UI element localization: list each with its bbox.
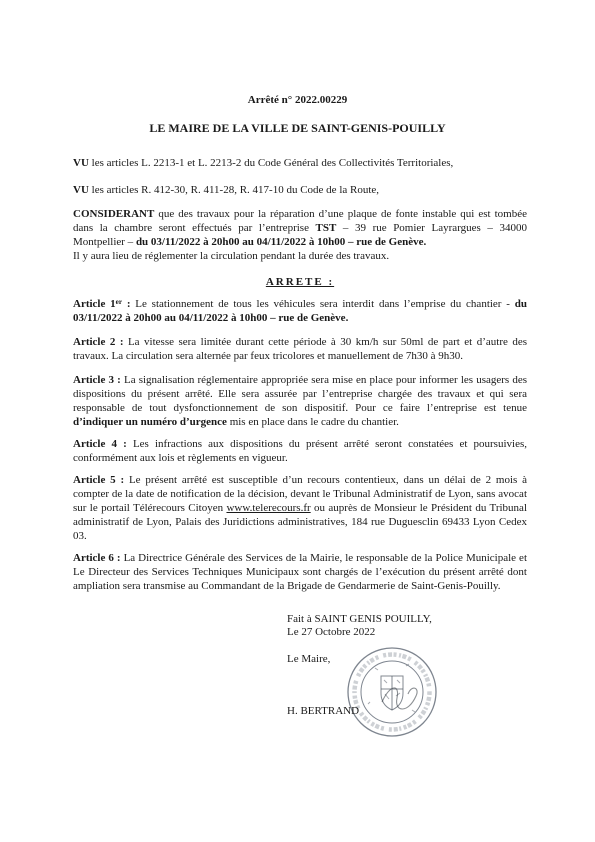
article-text-end: ou auprès de Monsieur le Président du Tribunal administratif de Lyon, Palais des Juridictions administratives, 184 rue Duguesclin 69433 Lyon Cedex 03. <box>73 502 527 542</box>
article-text: Les infractions aux dispositions du présent arrêté seront constatées et poursuivies, conformément aux lois et règlements en vigueur. <box>73 438 527 464</box>
decree-body <box>73 156 527 593</box>
visa-paragraph <box>73 183 527 197</box>
signatory-role: Le Maire, <box>287 653 331 665</box>
article-label: Article 6 : <box>73 552 121 564</box>
signatory-name: H. BERTRAND <box>287 705 360 717</box>
article-text-end: mis en place dans le cadre du chantier. <box>226 416 399 428</box>
article-emphasis: du 03/11/2022 à 20h00 au 04/11/2022 à 10h00 – rue de Genève. <box>73 298 527 324</box>
decision-heading: ARRETE : <box>265 276 335 288</box>
company-name: TST <box>315 222 337 234</box>
article-label <box>73 298 130 310</box>
visa-label: VU <box>73 184 89 196</box>
article-text: La Directrice Générale des Services de la Mairie, le responsable de la Police Municipale et Le Directeur des Services Techniques Municipaux sont chargés de l’exécution du présent arrêté dont ampliation sera transmise au Commandant de la Brigade de Gendarmerie de Saint-Genis-Pouilly. <box>73 552 527 592</box>
article-text: La vitesse sera limitée durant cette période à 30 km/h sur 50ml de part et d’autre des travaux. La circulation sera alternée par feux tricolores et manuellement de 7h30 à 9h30. <box>73 336 528 362</box>
considerant-text: que des travaux pour la réparation d’une plaque de fonte instable qui est tombée dans la chambre seront effectués par l’entreprise <box>73 208 527 234</box>
article-label: Article 4 : <box>73 438 127 450</box>
article-text: Le stationnement de tous les véhicules sera interdit dans l’emprise du chantier - <box>130 298 515 310</box>
article-label-text: Article 1 <box>73 298 116 310</box>
signature-date: Le 27 Octobre 2022 <box>287 626 376 638</box>
article-6 <box>73 551 527 593</box>
article-4 <box>73 437 527 465</box>
article-2 <box>73 335 527 363</box>
article-emphasis: d’indiquer un numéro d’urgence <box>73 416 227 428</box>
ordinal-suffix: er <box>115 297 123 306</box>
telerecours-link[interactable]: www.telerecours.fr <box>226 502 311 514</box>
article-label: Article 3 : <box>73 374 121 386</box>
article-text: Le présent arrêté est susceptible d’un recours contentieux, dans un délai de 2 mois à compter de la date de notification de la décision, devant le Tribunal Administratif de Lyon, sans avocat sur le portail Télérecours Citoyen <box>73 474 527 514</box>
visa-label: VU <box>73 157 89 169</box>
article-text: La signalisation réglementaire appropriée sera mise en place pour informer les usagers des dispositions du présent arrêté. Elle sera assurée par l’entreprise chargée des travaux et qui sera responsable de tout dysfonctionnement de son dispositif. Pour ce faire l’entreprise est tenue <box>73 374 527 414</box>
signature-place: Fait à SAINT GENIS POUILLY, <box>287 613 432 625</box>
mayor-seal-stamp <box>342 644 442 740</box>
article-label: Article 2 : <box>73 336 124 348</box>
visa-text: les articles L. 2213-1 et L. 2213-2 du Code Général des Collectivités Territoriales, <box>88 157 454 169</box>
article-5 <box>73 473 527 543</box>
article-label: Article 5 : <box>73 474 125 486</box>
considerant-label: CONSIDERANT <box>73 208 155 220</box>
decree-number-title: Arrêté n° 2022.00229 <box>247 94 348 106</box>
visa-text: les articles R. 412-30, R. 411-28, R. 417-10 du Code de la Route, <box>88 184 380 196</box>
company-address: – 39 rue Pomier Layrargues – 34000 Montpellier – <box>73 222 527 248</box>
article-1 <box>73 297 527 325</box>
issuing-authority: LE MAIRE DE LA VILLE DE SAINT-GENIS-POUILLY <box>149 121 446 135</box>
article-3 <box>73 373 527 429</box>
article-label-colon: : <box>122 298 131 310</box>
visa-paragraph <box>73 156 527 170</box>
works-period: du 03/11/2022 à 20h00 au 04/11/2022 à 10h00 – rue de Genève. <box>135 236 427 248</box>
considerant-note: Il y aura lieu de réglementer la circulation pendant la durée des travaux. <box>73 250 390 262</box>
considerant-paragraph <box>73 207 527 249</box>
